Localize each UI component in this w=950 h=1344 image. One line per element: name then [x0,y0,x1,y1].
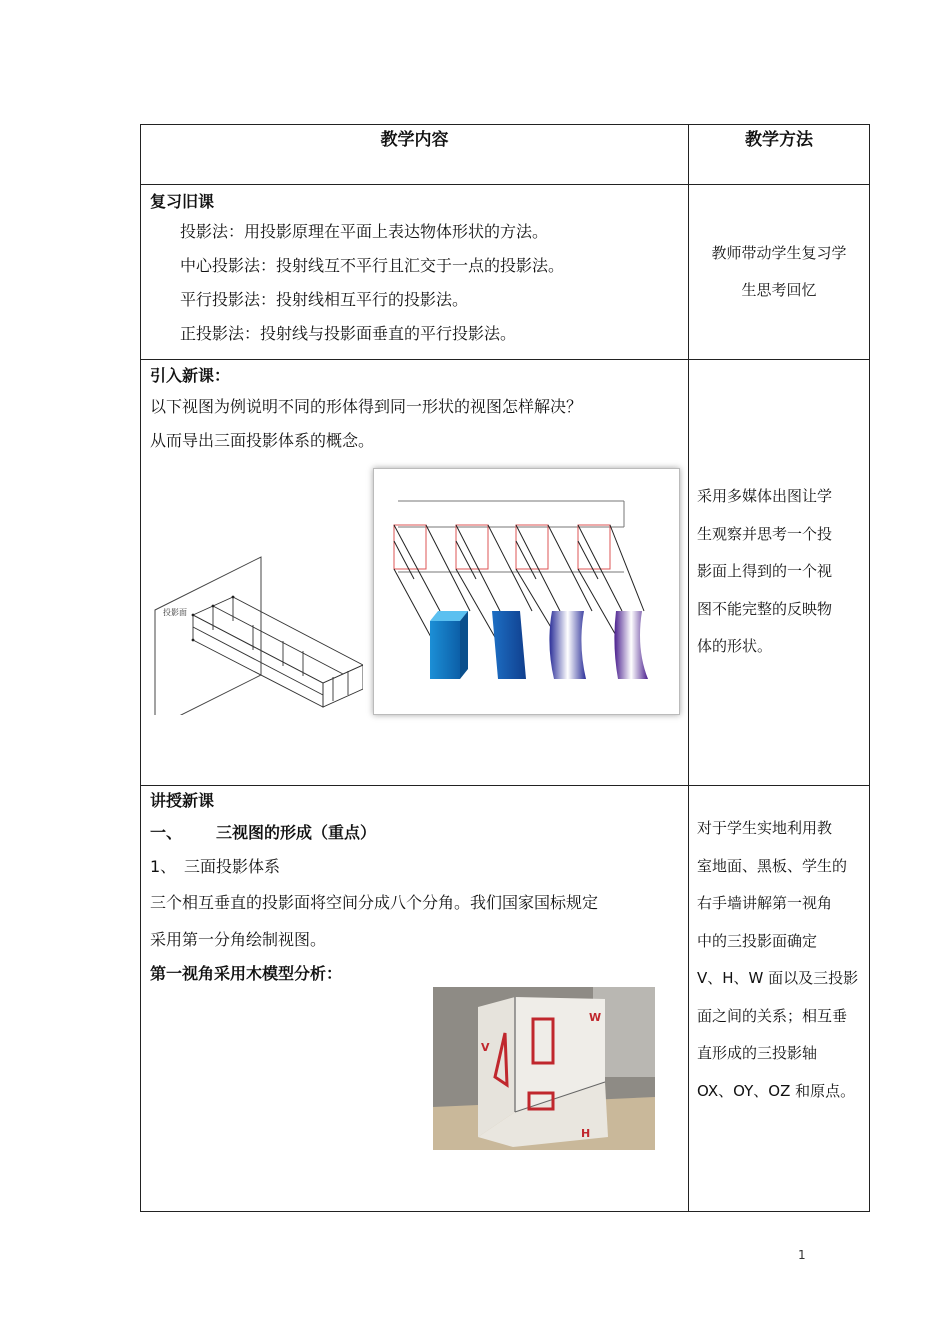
lecture-content-cell [141,786,689,1212]
lecture-method-line-6: 面之间的关系；相互垂 [697,1006,848,1025]
lecture-method-line-1: 对于学生实地利用教 [697,819,833,837]
intro-method-line-4: 图不能完整的反映物 [697,599,833,618]
lecture-method-line-2: 室地面、黑板、学生的 [697,856,848,875]
intro-method-line-1: 采用多媒体出图让学 [697,487,833,505]
lecture-line-2: 采用第一分角绘制视图。 [150,930,327,949]
lecture-method-line-7: 直形成的三投影轴 [697,1044,818,1062]
section-title: 三视图的形成（重点） [216,823,377,842]
intro-method-line-5: 体的形状。 [697,637,773,655]
section-number: 一、 [150,823,183,842]
photo-label-v [481,1041,490,1054]
model-heading: 第一视角采用木模型分析： [150,964,343,983]
header-content: 教学内容 [141,125,689,185]
lesson-table [140,124,870,1212]
intro-heading: 引入新课： [150,366,231,385]
subsection-title: 三面投影体系 [184,857,281,876]
svg-text:H: H [581,1127,591,1140]
projection-comparison-figure [373,468,680,715]
projection-plane-label [163,607,187,617]
intro-method-line-3: 影面上得到的一个视 [697,562,833,580]
intro-content-cell [141,360,689,786]
page-number: 1 [798,1248,806,1262]
projection-plane-figure [153,555,363,715]
lecture-line-1: 三个相互垂直的投影面将空间分成八个分角。我们国家国标规定 [150,893,599,912]
lecture-method-line-3: 右手墙讲解第一视角 [697,894,833,912]
svg-text:W: W [589,1011,602,1024]
subsection-number: 1、 [150,857,177,876]
svg-text:V: V [481,1041,490,1054]
review-heading: 复习旧课 [150,192,215,211]
intro-method-cell [689,360,870,786]
review-method-line-1: 教师带动学生复习学 [711,244,847,262]
svg-text:投影面: 投影面 [163,608,187,617]
review-method-line-2: 生思考回忆 [741,281,817,299]
review-method-cell [689,185,870,360]
review-content-cell [141,185,689,360]
intro-method-line-2: 生观察并思考一个投 [697,524,833,543]
review-line-2: 中心投影法：投射线互不平行且汇交于一点的投影法。 [180,256,565,275]
review-line-3: 平行投影法：投射线相互平行的投影法。 [180,290,469,309]
lecture-method-line-4: 中的三投影面确定 [697,931,818,950]
photo-label-h [581,1127,590,1140]
intro-line-1: 以下视图为例说明不同的形体得到同一形状的视图怎样解决？ [150,397,583,416]
header-method: 教学方法 [689,125,870,185]
wooden-model-photo [433,987,655,1150]
review-line-1: 投影法：用投影原理在平面上表达物体形状的方法。 [180,222,549,241]
photo-label-w [589,1011,601,1024]
lecture-method-line-5: V、H、W 面以及三投影 [697,969,859,987]
lecture-heading: 讲授新课 [150,791,215,810]
lecture-method-line-8: OX、OY、OZ 和原点。 [697,1081,856,1100]
intro-line-2: 从而导出三面投影体系的概念。 [150,431,375,450]
lecture-method-cell [689,786,870,1212]
review-line-4: 正投影法：投射线与投影面垂直的平行投影法。 [180,324,517,343]
